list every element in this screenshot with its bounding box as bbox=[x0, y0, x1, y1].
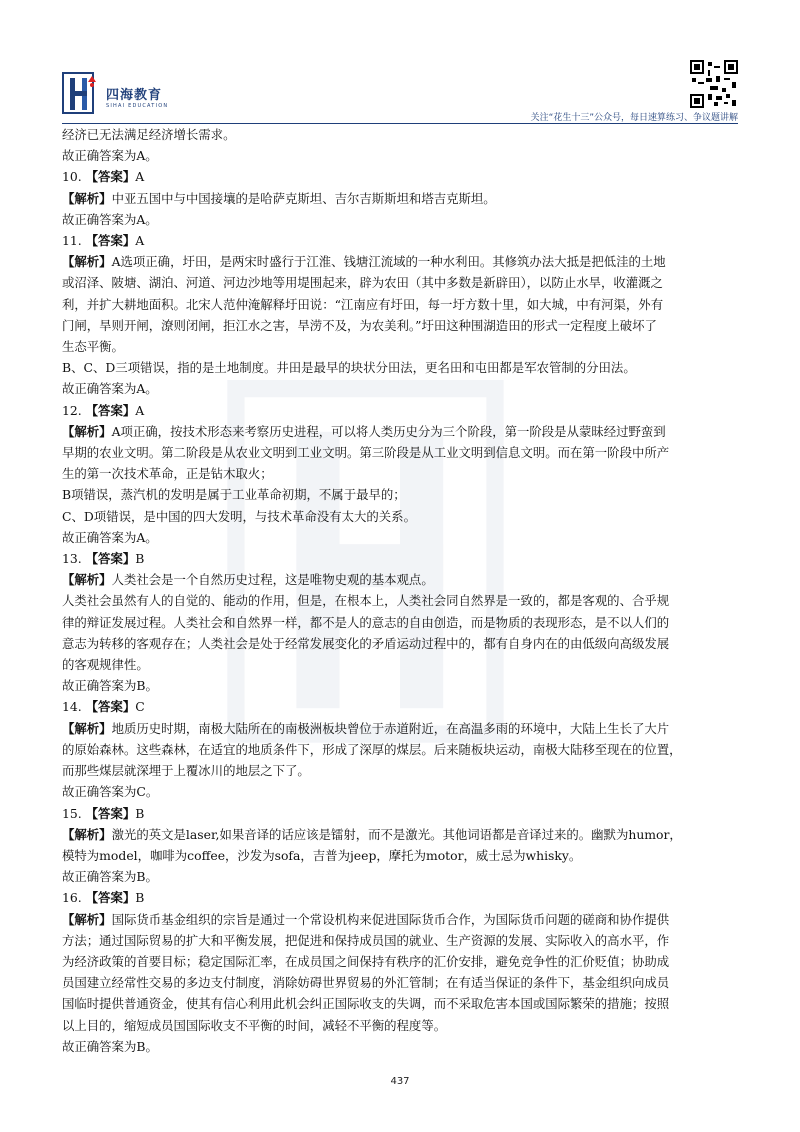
line-text: 门闸，旱则开闸，潦则闭闸，拒江水之害，旱涝不及，为农美利。”圩田这种围湖造田的形式一定程度上破坏了 bbox=[62, 317, 657, 333]
text-line bbox=[62, 866, 742, 887]
text-line bbox=[62, 612, 742, 633]
text-line bbox=[62, 654, 742, 675]
line-text: 模特为model，咖啡为coffee，沙发为sofa，吉普为jeep，摩托为motor，威士忌为whisky。 bbox=[62, 847, 582, 863]
answer-label: 【答案】 bbox=[85, 402, 136, 418]
answer-label: 【答案】 bbox=[85, 699, 136, 715]
line-text: 故正确答案为C。 bbox=[62, 784, 159, 800]
line-text: 故正确答案为B。 bbox=[62, 869, 158, 885]
analysis-label: 【解析】 bbox=[62, 911, 112, 927]
line-text: 人类社会虽然有人的自觉的、能动的作用，但是，在根本上，人类社会同自然界是一致的，都是客观的、合乎规 bbox=[62, 593, 670, 609]
text-line bbox=[62, 887, 742, 908]
line-text: B bbox=[135, 551, 145, 567]
text-line bbox=[62, 739, 742, 760]
line-text: 而那些煤层就深埋于上覆冰川的地层之下了。 bbox=[62, 763, 310, 779]
text-line bbox=[62, 590, 742, 611]
analysis-label: 【解析】 bbox=[62, 720, 112, 736]
line-text: 故正确答案为A。 bbox=[62, 148, 158, 164]
text-line bbox=[62, 803, 742, 824]
text-line bbox=[62, 188, 742, 209]
line-text: A bbox=[135, 233, 145, 249]
text-line bbox=[62, 145, 742, 166]
line-text: 经济已无法满足经济增长需求。 bbox=[62, 127, 236, 142]
question-number: 15. bbox=[62, 805, 82, 821]
line-text: C、D项错误，是中国的四大发明，与技术革命没有太大的关系。 bbox=[62, 508, 416, 524]
line-text: 地质历史时期，南极大陆所在的南极洲板块曾位于赤道附近，在高温多雨的环境中，大陆上生长了大片 bbox=[111, 720, 670, 736]
text-line bbox=[62, 336, 742, 357]
logo-mark-icon bbox=[62, 72, 102, 116]
text-line bbox=[62, 400, 742, 421]
answer-label: 【答案】 bbox=[85, 551, 136, 567]
text-line bbox=[62, 633, 742, 654]
text-line bbox=[62, 993, 742, 1014]
text-line bbox=[62, 463, 742, 484]
line-text: 早期的农业文明。第二阶段是从农业文明到工业文明。第三阶段是从工业文明到信息文明。而在第一阶段中所产 bbox=[62, 445, 670, 461]
line-text: 方法；通过国际贸易的扩大和平衡发展，把促进和保持成员国的就业、生产资源的发展、实际收入的高水平，作 bbox=[62, 932, 670, 948]
text-line bbox=[62, 272, 742, 293]
text-line bbox=[62, 569, 742, 590]
question-number: 10. bbox=[62, 169, 82, 185]
line-text: 故正确答案为A。 bbox=[62, 211, 158, 227]
line-text: C bbox=[135, 699, 145, 715]
line-text: 故正确答案为A。 bbox=[62, 529, 158, 545]
line-text: B、C、D三项错误，指的是土地制度。井田是最早的块状分田法，更名田和屯田都是军农管制的分田法。 bbox=[62, 360, 636, 376]
text-line bbox=[62, 760, 742, 781]
text-line bbox=[62, 357, 742, 378]
line-text: A bbox=[135, 169, 145, 185]
logo-text: 四海教育 bbox=[106, 88, 163, 103]
text-line bbox=[62, 166, 742, 187]
text-line bbox=[62, 824, 742, 845]
text-line bbox=[62, 209, 742, 230]
answer-label: 【答案】 bbox=[85, 890, 136, 906]
text-line bbox=[62, 718, 742, 739]
text-line bbox=[62, 124, 742, 145]
qr-code-icon bbox=[690, 60, 738, 108]
page-number: 437 bbox=[390, 1076, 410, 1087]
header-tagline: 关注“花生十三”公众号，每日速算练习、争议题讲解 bbox=[530, 113, 738, 123]
line-text: B项错误，蒸汽机的发明是属于工业革命初期，不属于最早的； bbox=[62, 487, 406, 503]
question-number: 11. bbox=[62, 233, 82, 249]
question-number: 13. bbox=[62, 551, 82, 567]
text-line bbox=[62, 527, 742, 548]
text-line bbox=[62, 548, 742, 569]
logo bbox=[62, 72, 187, 116]
line-text: 故正确答案为B。 bbox=[62, 678, 158, 694]
text-line bbox=[62, 781, 742, 802]
line-text: 或沼泽、陂塘、湖泊、河道、河边沙地等用堤围起来，辟为农田（其中多数是新辟田），以防止水旱，收灌溉之 bbox=[62, 275, 663, 291]
answer-label: 【答案】 bbox=[85, 233, 136, 249]
text-line bbox=[62, 442, 742, 463]
line-text: 国临时提供普通资金，使其有信心利用此机会纠正国际收支的失调，而不采取危害本国或国际繁荣的措施；按照 bbox=[62, 996, 670, 1012]
line-text: 律的辩证发展过程。人类社会和自然界一样，都不是人的意志的自由创造，而是物质的表现形态，是不以人们的 bbox=[62, 614, 670, 630]
text-line bbox=[62, 1036, 742, 1057]
text-line bbox=[62, 930, 742, 951]
text-line bbox=[62, 951, 742, 972]
text-line bbox=[62, 294, 742, 315]
line-text: 激光的英文是laser,如果音译的话应该是镭射，而不是激光。其他词语都是音译过来的。幽默为humor， bbox=[111, 826, 682, 842]
text-line bbox=[62, 421, 742, 442]
text-line bbox=[62, 378, 742, 399]
text-line bbox=[62, 484, 742, 505]
line-text: B bbox=[135, 890, 145, 906]
logo-subtext: SIHAI EDUCATION bbox=[106, 103, 169, 109]
text-line bbox=[62, 230, 742, 251]
text-line bbox=[62, 1015, 742, 1036]
text-line bbox=[62, 972, 742, 993]
line-text: 的原始森林。这些森林，在适宜的地质条件下，形成了深厚的煤层。后来随板块运动，南极大陆移至现在的位置， bbox=[62, 741, 682, 757]
text-line bbox=[62, 696, 742, 717]
question-number: 16. bbox=[62, 890, 82, 906]
line-text: 以上目的，缩短成员国国际收支不平衡的时间，减轻不平衡的程度等。 bbox=[62, 1017, 447, 1033]
answer-label: 【答案】 bbox=[85, 805, 136, 821]
line-text: 利，并扩大耕地面积。北宋人范仲淹解释圩田说：“江南应有圩田，每一圩方数十里，如大城，中有河渠，外有 bbox=[62, 296, 664, 312]
analysis-label: 【解析】 bbox=[62, 423, 112, 439]
line-text: 中亚五国中与中国接壤的是哈萨克斯坦、吉尔吉斯斯坦和塔吉克斯坦。 bbox=[111, 190, 496, 206]
line-text: 的客观规律性。 bbox=[62, 657, 149, 673]
text-line bbox=[62, 909, 742, 930]
analysis-label: 【解析】 bbox=[62, 572, 112, 588]
analysis-label: 【解析】 bbox=[62, 190, 112, 206]
text-line bbox=[62, 251, 742, 272]
analysis-label: 【解析】 bbox=[62, 254, 112, 270]
line-text: 生态平衡。 bbox=[62, 339, 124, 355]
question-number: 12. bbox=[62, 402, 82, 418]
line-text: 国际货币基金组织的宗旨是通过一个常设机构来促进国际货币合作，为国际货币问题的磋商和协作提供 bbox=[111, 911, 670, 927]
line-text: 生的第一次技术革命，正是钻木取火； bbox=[62, 466, 273, 482]
line-text: A选项正确，圩田，是两宋时盛行于江淮、钱塘江流域的一种水利田。其修筑办法大抵是把低洼的土地 bbox=[111, 254, 666, 270]
line-text: B bbox=[135, 805, 145, 821]
line-text: 员国建立经常性交易的多边支付制度，消除妨碍世界贸易的外汇管制；在有适当保证的条件下，基金组织向成员 bbox=[62, 975, 670, 991]
line-text: 人类社会是一个自然历史过程，这是唯物史观的基本观点。 bbox=[111, 572, 434, 588]
line-text: 故正确答案为B。 bbox=[62, 1038, 158, 1054]
text-line bbox=[62, 506, 742, 527]
text-line bbox=[62, 315, 742, 336]
document-body bbox=[62, 124, 742, 1057]
text-line bbox=[62, 675, 742, 696]
line-text: 故正确答案为A。 bbox=[62, 381, 158, 397]
analysis-label: 【解析】 bbox=[62, 826, 112, 842]
line-text: A项正确，按技术形态来考察历史进程，可以将人类历史分为三个阶段，第一阶段是从蒙昧经过野蛮到 bbox=[111, 423, 666, 439]
question-number: 14. bbox=[62, 699, 82, 715]
line-text: A bbox=[135, 402, 145, 418]
page-header bbox=[0, 0, 800, 128]
text-line bbox=[62, 845, 742, 866]
line-text: 为经济政策的首要目标；稳定国际汇率，在成员国之间保持有秩序的汇价安排，避免竞争性的汇价贬值；协助成 bbox=[62, 953, 670, 969]
line-text: 意志为转移的客观存在；人类社会是处于经常发展变化的矛盾运动过程中的，都有自身内在的由低级向高级发展 bbox=[62, 635, 670, 651]
answer-label: 【答案】 bbox=[85, 169, 136, 185]
